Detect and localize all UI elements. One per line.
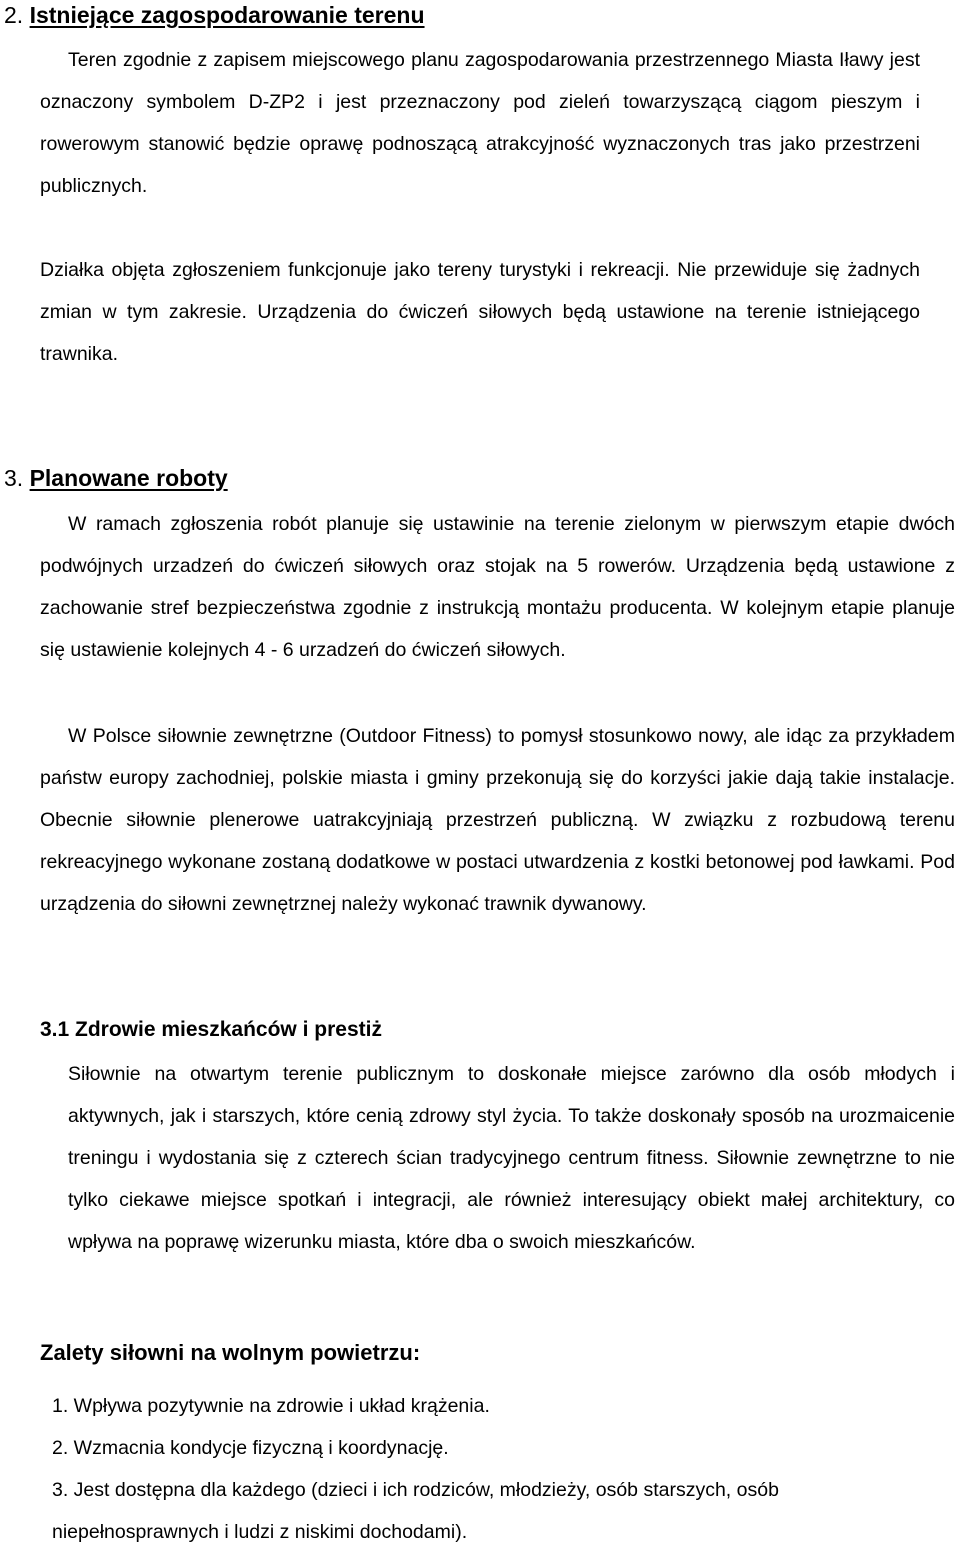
section-3-1-paragraph: Siłownie na otwartym terenie publicznym to doskonałe miejsce zarówno dla osób młodych i aktywnych, jak i starszych, które cenią zdrowy styl życia. To także doskonały sposób na urozmaicenie treningu i wydostania się z czterech ścian tradycyjnego centrum fitness. Siłownie zewnętrzne to nie tylko ciekawe miejsce spotkań i integracji, ale również interesujący obiekt małej architektury, co wpływa na poprawę wizerunku miasta, które dba o swoich mieszkańców. (68, 1063, 955, 1253)
section-3-title: Planowane roboty (29, 465, 228, 491)
advantages-list (52, 1385, 932, 1553)
section-3-1-title: 3.1 Zdrowie mieszkańców i prestiż (40, 1018, 382, 1041)
section-3-number: 3. (4, 465, 24, 491)
section-3-heading (4, 464, 228, 492)
section-2-title: Istniejące zagospodarowanie terenu (29, 2, 425, 28)
section-2-paragraph-2: Działka objęta zgłoszeniem funkcjonuje jako tereny turystyki i rekreacji. Nie przewiduje się żadnych zmian w tym zakresie. Urządzenia do ćwiczeń siłowych będą ustawione na terenie istniejącego trawnika. (40, 259, 920, 365)
section-2-number: 2. (4, 2, 24, 28)
list-item: 3. Jest dostępna dla każdego (dzieci i ich rodziców, młodzieży, osób starszych, osób niepełnosprawnych i ludzi z niskimi dochodami). (52, 1479, 779, 1543)
section-3-paragraph-2: W Polsce siłownie zewnętrzne (Outdoor Fitness) to pomysł stosunkowo nowy, ale idąc za przykładem państw europy zachodniej, polskie miasta i gminy przekonują się do korzyści jakie dają takie instalacje. Obecnie siłownie plenerowe uatrakcyjniają przestrzeń publiczną. W związku z rozbudową terenu rekreacyjnego wykonane zostaną dodatkowe w postaci utwardzenia z kostki betonowej pod ławkami. Pod urządzenia do siłowni zewnętrznej należy wykonać trawnik dywanowy. (40, 725, 955, 915)
list-item: 1. Wpływa pozytywnie na zdrowie i układ krążenia. (52, 1395, 490, 1417)
section-2-paragraph-1: Teren zgodnie z zapisem miejscowego planu zagospodarowania przestrzennego Miasta Iławy jest oznaczony symbolem D-ZP2 i jest przeznaczony pod zieleń towarzyszącą ciągom pieszym i rowerowym stanowić będzie oprawę podnoszącą atrakcyjność wyznaczonych tras jako przestrzeni publicznych. (40, 49, 920, 197)
section-2-heading (4, 1, 425, 29)
advantages-title: Zalety siłowni na wolnym powietrzu: (40, 1340, 421, 1365)
section-3-paragraph-1: W ramach zgłoszenia robót planuje się ustawinie na terenie zielonym w pierwszym etapie dwóch podwójnych urzadzeń do ćwiczeń siłowych oraz stojak na 5 rowerów. Urządzenia będą ustawione z zachowanie stref bezpieczeństwa zgodnie z instrukcją montażu producenta. W kolejnym etapie planuje się ustawienie kolejnych 4 - 6 urzadzeń do ćwiczeń siłowych. (40, 513, 955, 661)
list-item: 2. Wzmacnia kondycje fizyczną i koordynację. (52, 1437, 449, 1459)
